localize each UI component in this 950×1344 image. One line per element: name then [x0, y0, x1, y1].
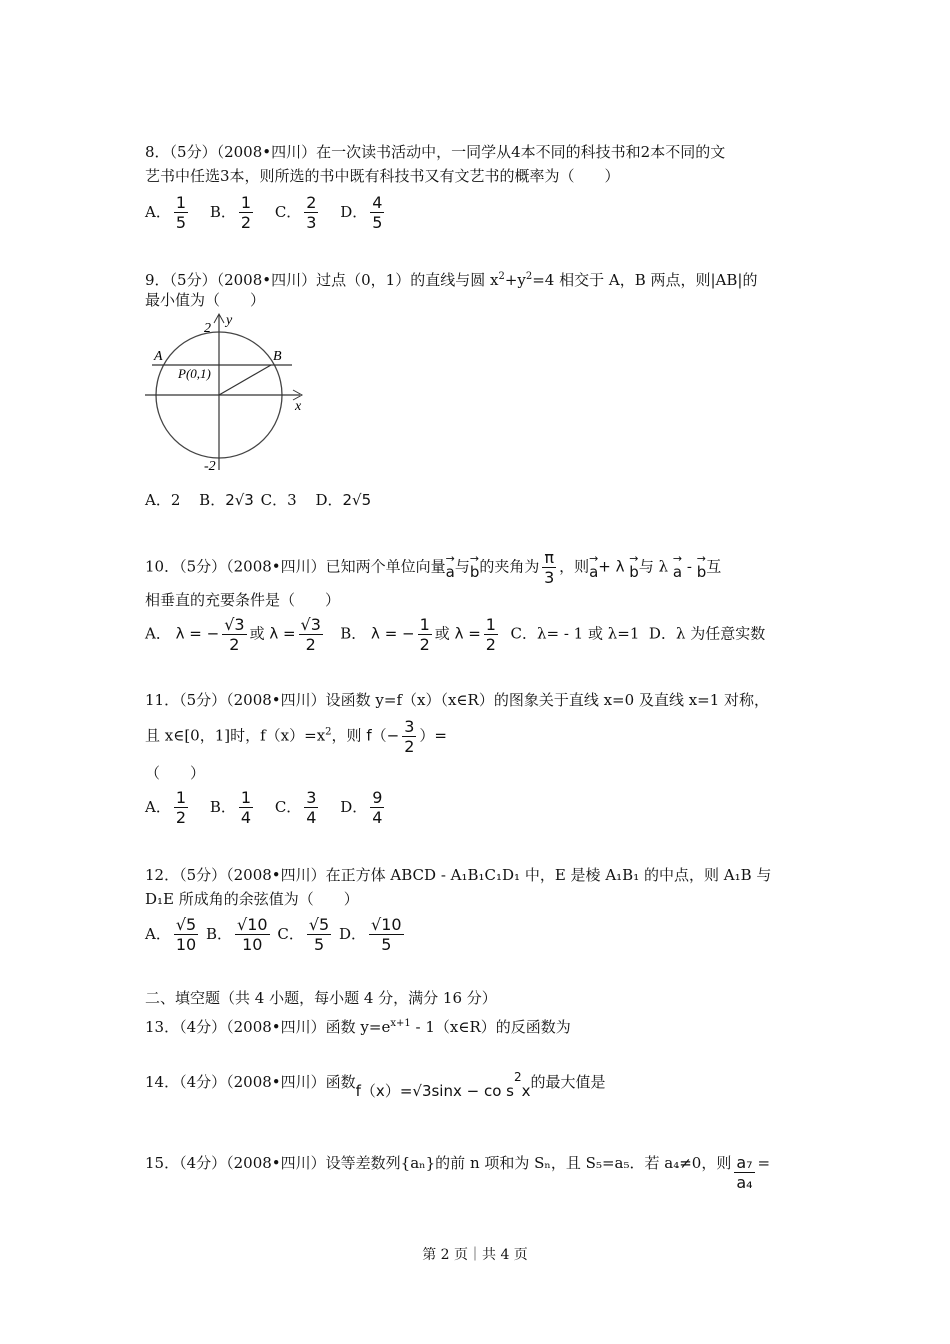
q12-line1: 12．（5分）（2008•四川）在正方体 ABCD - A₁B₁C₁D₁ 中，E 是棱 A₁B₁ 的中点，则 A₁B 与 — [145, 866, 772, 884]
q11-options: A． $\frac{1}{2}$ B． $\frac{1}{4}$ C． $\frac{3}{4}$ D． $\frac{9}{4}$ — [145, 788, 383, 827]
q11-line1: 11．（5分）（2008•四川）设函数 y=f（x）（x∈R）的图象关于直线 x=0 及直线 x=1 对称， — [145, 691, 770, 709]
q8-line2: 艺书中任选3本，则所选的书中既有科技书又有文艺书的概率为（ ） — [145, 167, 620, 185]
label-b: B — [273, 349, 282, 364]
q13: 13．（4分）（2008•四川）函数 $y=e^{x+1}$ - 1（x∈R）的反函数为 — [145, 1018, 571, 1036]
q9-line2: 最小值为（ ） — [145, 291, 266, 309]
q8-options — [145, 193, 401, 232]
q10-line2: 相垂直的充要条件是（ ） — [145, 591, 341, 609]
label-2: 2 — [204, 321, 211, 336]
section-heading: 二、填空题（共 4 小题，每小题 4 分，满分 16 分） — [145, 989, 497, 1007]
q12-line2: D₁E 所成角的余弦值为（ ） — [145, 890, 359, 908]
circle-diagram — [140, 310, 320, 480]
option-c: C． $\frac{2}{3}$ — [274, 193, 317, 232]
q12-options: A． $\frac{√5}{10}$ B． $\frac{√10}{10}$ C． $\frac{√5}{5}$ D． $\frac{√10}{5}$ — [145, 915, 402, 954]
q11-line2: 且 x∈[0，1]时，$f(x)=x^2$，则 f（− $\frac{3}{2}$ ）= — [145, 717, 447, 756]
q10-options: A． λ = − $\frac{√3}{2}$ 或 λ = $\frac{√3}{2}$ B． λ = − $\frac{1}{2}$ 或 λ = $\frac{1}{2}$ C．λ= - 1 或 λ=1 D．λ 为任意实数 — [145, 615, 766, 654]
q9-options: A．2 B．2√3 C．3 D．2√5 — [145, 491, 372, 509]
label-neg2: -2 — [204, 459, 216, 474]
q11-line3: （ ） — [145, 764, 206, 782]
label-x: x — [295, 399, 302, 414]
q9-line1: 9．（5分）（2008•四川）过点（0，1）的直线与圆 $x^2+y^2=4$ 相交于 A，B 两点，则|AB|的 — [145, 271, 758, 289]
option-a: A． $\frac{1}{5}$ — [145, 193, 187, 232]
option-d: D． $\frac{4}{5}$ — [340, 193, 383, 232]
label-p: P(0,1) — [178, 366, 211, 381]
q10-line1: 10．（5分）（2008•四川）已知两个单位向量→ a与→ b的夹角为 $\frac{\pi}{3}$ ，则→ a+ λ → b与 λ → a - → b互 — [145, 548, 721, 587]
option-b: B． $\frac{1}{2}$ — [209, 193, 252, 232]
label-a: A — [154, 349, 163, 364]
q8-line1: 8．（5分）（2008•四川）在一次读书活动中，一同学从4本不同的科技书和2本不同的文 — [145, 143, 726, 161]
q15: 15．（4分）（2008•四川）设等差数列{aₙ}的前 n 项和为 Sₙ，且 S₅=a₅．若 a₄≠0，则 $\frac{\text{a₇}}{\text{a₄}}$ = — [145, 1153, 771, 1192]
label-y: y — [226, 313, 233, 328]
page-footer: 第 2 页｜共 4 页 — [422, 1247, 528, 1263]
q14: 14．（4分）（2008•四川）函数f（x）=√3sinx − co $s^2x$的最大值是 — [145, 1070, 606, 1100]
